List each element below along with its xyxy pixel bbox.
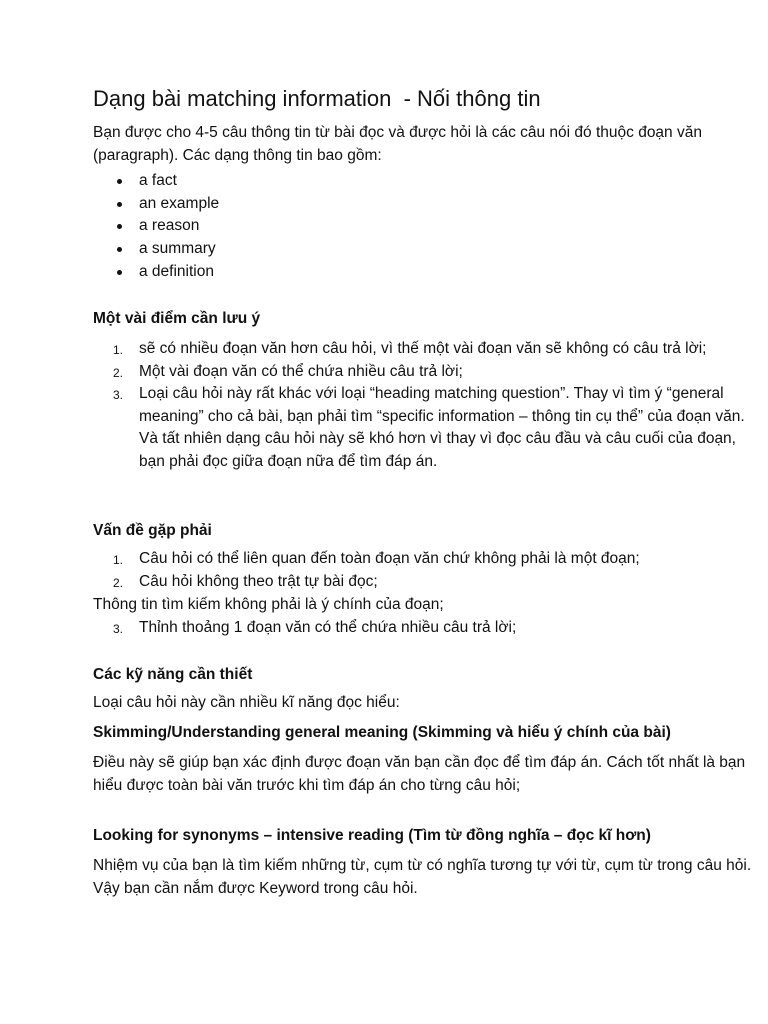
list-item: an example <box>93 193 219 216</box>
problems-list <box>93 548 758 593</box>
skimming-paragraph: Điều này sẽ giúp bạn xác định được đoạn văn bạn cần đọc để tìm đáp án. Cách tốt nhất là bạn hiểu được toàn bài văn trước khi tìm đáp án cho từng câu hỏi; <box>93 754 746 794</box>
intro-paragraph: Bạn được cho 4-5 câu thông tin từ bài đọc và được hỏi là các câu nói đó thuộc đoạn văn (paragraph). Các dạng thông tin bao gồm: <box>93 124 702 164</box>
list-number: 3. <box>113 622 124 636</box>
skills-intro: Loại câu hỏi này cần nhiều kĩ năng đọc hiểu: <box>93 694 400 711</box>
list-item: 3. Thỉnh thoảng 1 đoạn văn có thể chứa nhiều câu trả lời; <box>93 617 758 640</box>
list-number: 1. <box>113 553 124 567</box>
skimming-heading: Skimming/Understanding general meaning (Skimming và hiểu ý chính của bài) <box>93 724 671 741</box>
bullet-icon <box>117 224 122 229</box>
problems-heading: Vấn đề gặp phải <box>93 522 212 539</box>
list-number: 1. <box>113 343 124 357</box>
list-item: 1. sẽ có nhiều đoạn văn hơn câu hỏi, vì thế một vài đoạn văn sẽ không có câu trả lời; <box>93 338 758 361</box>
problems-list-continued <box>93 617 758 640</box>
bullet-icon <box>117 270 122 275</box>
list-number: 2. <box>113 575 124 590</box>
bullet-icon <box>117 202 122 207</box>
bullet-icon <box>117 247 122 252</box>
bullet-icon <box>117 179 122 184</box>
list-item: a definition <box>93 261 219 284</box>
synonyms-paragraph: Nhiệm vụ của bạn là tìm kiếm những từ, cụm từ có nghĩa tương tự với từ, cụm từ trong câu hỏi. Vậy bạn cần nắm được Keyword trong câu hỏi. <box>93 857 752 897</box>
info-types-list <box>93 170 219 284</box>
problems-note: Thông tin tìm kiếm không phải là ý chính của đoạn; <box>93 596 444 613</box>
skills-heading: Các kỹ năng cần thiết <box>93 666 253 683</box>
list-item: a summary <box>93 238 219 261</box>
synonyms-heading: Looking for synonyms – intensive reading (Tìm từ đồng nghĩa – đọc kĩ hơn) <box>93 827 651 844</box>
list-number: 2. <box>113 365 124 380</box>
notes-list <box>93 338 758 473</box>
list-item: a reason <box>93 215 219 238</box>
list-item: 3. Loại câu hỏi này rất khác với loại “heading matching question”. Thay vì tìm ý “general meaning” cho cả bài, bạn phải tìm “specific information – thông tin cụ thể” của đoạn văn. Và tất nhiên dạng câu hỏi này sẽ khó hơn vì thay vì đọc câu đầu và câu cuối của đoạn, bạn phải đọc giữa đoạn nữa để tìm đáp án. <box>113 385 745 470</box>
list-item: 2. Một vài đoạn văn có thể chứa nhiều câu trả lời; <box>93 361 758 384</box>
notes-heading: Một vài điểm cần lưu ý <box>93 310 261 327</box>
document-title: Dạng bài matching information - Nối thông tin <box>93 86 541 111</box>
list-item: a fact <box>93 170 219 193</box>
list-item: 2. Câu hỏi không theo trật tự bài đọc; <box>93 571 758 594</box>
list-number: 3. <box>113 388 124 402</box>
list-item: 1. Câu hỏi có thể liên quan đến toàn đoạn văn chứ không phải là một đoạn; <box>93 548 758 571</box>
